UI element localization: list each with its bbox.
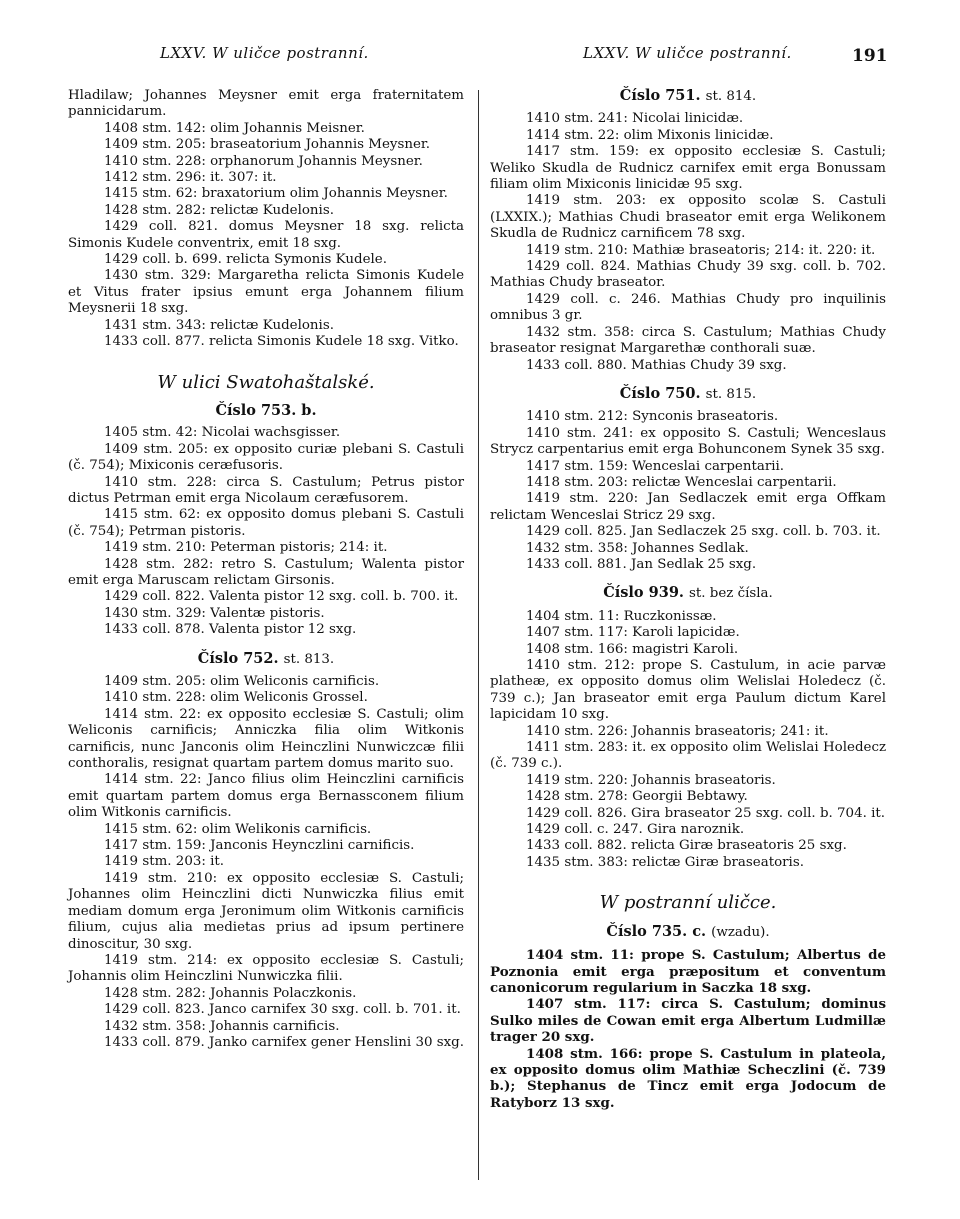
register-entry: 1410 stm. 241: Nicolai linicidæ. bbox=[526, 111, 744, 127]
register-entry: 1414 stm. 22: ex opposito ecclesiæ S. Castuli; olim Weliconis carnificis; Anniczka filia olim Witkonis carnificis, nunc Janconis olim Heinczlini Nunwiczcæ filii conthoralis, resignat quartam partem domus marito suo. bbox=[68, 706, 464, 772]
register-entry: 1412 stm. 296: it. 307: it. bbox=[104, 170, 277, 186]
register-entry: 1410 stm. 226: Johannis braseatoris; 241: it. bbox=[526, 723, 829, 739]
register-entry: 1428 stm. 282: relictæ Kudelonis. bbox=[104, 202, 334, 218]
register-entry: 1429 coll. 822. Valenta pistor 12 sxg. coll. b. 700. it. bbox=[104, 589, 459, 605]
running-header-right: LXXV. W uličce postranní. bbox=[583, 44, 792, 62]
register-entry: 1405 stm. 42: Nicolai wachsgisser. bbox=[104, 425, 341, 441]
column-divider bbox=[478, 90, 479, 1180]
block-title-text: Číslo 750. bbox=[619, 384, 701, 402]
block-753b-entries bbox=[68, 425, 464, 638]
register-entry: 1433 coll. 880. Mathias Chudy 39 sxg. bbox=[526, 357, 787, 373]
register-entry: Hladilaw; Johannes Meysner emit erga fraternitatem pannicidarum. bbox=[68, 88, 464, 120]
register-entry: 1410 stm. 228: olim Weliconis Grossel. bbox=[104, 690, 368, 706]
register-entry: 1419 stm. 220: Jan Sedlaczek emit erga Offkam relictam Wenceslai Stricz 29 sxg. bbox=[490, 491, 886, 523]
register-entry: 1429 coll. c. 246. Mathias Chudy pro inquilinis omnibus 3 gr. bbox=[490, 291, 886, 324]
left-top-entries bbox=[68, 88, 464, 351]
register-entry: 1419 stm. 210: Mathiæ braseatoris; 214: it. 220: it. bbox=[526, 242, 876, 258]
register-entry: 1430 stm. 329: Margaretha relicta Simonis Kudele et Vitus frater ipsius emunt erga Johannem filium Meysnerii 18 sxg. bbox=[68, 268, 464, 317]
register-entry: 1409 stm. 205: olim Weliconis carnificis. bbox=[104, 674, 380, 689]
register-entry: 1415 stm. 62: ex opposito domus plebani S. Castuli (č. 754); Petrman pistoris. bbox=[68, 507, 464, 539]
section-title-swatohastalske: W ulici Swatohaštalské. bbox=[157, 371, 375, 393]
register-entry: 1407 stm. 117: Karoli lapicidæ. bbox=[526, 625, 740, 641]
block-title-751 bbox=[490, 88, 886, 105]
register-entry: 1428 stm. 282: retro S. Castulum; Walenta pistor emit erga Maruscam relictam Girsonis. bbox=[68, 556, 464, 588]
register-entry: 1419 stm. 203: it. bbox=[104, 854, 225, 870]
register-entry: 1432 stm. 358: Johannis carnificis. bbox=[104, 1018, 340, 1034]
register-entry: 1415 stm. 62: braxatorium olim Johannis Meysner. bbox=[104, 186, 448, 202]
page-number: 191 bbox=[852, 46, 888, 66]
block-title-text: Číslo 753. b. bbox=[215, 401, 317, 419]
register-entry: 1432 stm. 358: Johannes Sedlak. bbox=[526, 540, 749, 556]
running-header-left: LXXV. W uličce postranní. bbox=[160, 44, 369, 62]
register-entry: 1408 stm. 166: prope S. Castulum in plateola, ex opposito domus olim Mathiæ Scheczlini (č. 739 b.); Stephanus de Tincz emit erga Jodocum de Ratyborz 13 sxg. bbox=[490, 1045, 886, 1111]
register-entry: 1429 coll. 824. Mathias Chudy 39 sxg. coll. b. 702. Mathias Chudy braseator. bbox=[490, 259, 886, 291]
register-entry: 1432 stm. 358: circa S. Castulum; Mathias Chudy braseator resignat Margarethæ conthorali suæ. bbox=[490, 324, 886, 357]
block-751-entries bbox=[490, 111, 886, 374]
register-entry: 1407 stm. 117: circa S. Castulum; dominus Sulko miles de Cowan emit erga Albertum Ludmillæ trager 20 sxg. bbox=[490, 996, 886, 1046]
register-entry: 1429 coll. b. 699. relicta Symonis Kudele. bbox=[104, 252, 387, 268]
register-entry: 1414 stm. 22: olim Mixonis linicidæ. bbox=[526, 127, 774, 143]
block-subtitle: st. 813. bbox=[283, 651, 335, 667]
register-entry: 1409 stm. 205: braseatorium Johannis Meysner. bbox=[104, 137, 431, 153]
register-entry: 1435 stm. 383: relictæ Giræ braseatoris. bbox=[526, 854, 804, 870]
left-column bbox=[68, 88, 464, 1051]
register-entry: 1429 coll. 823. Janco carnifex 30 sxg. coll. b. 701. it. bbox=[104, 1002, 461, 1018]
block-subtitle: st. 815. bbox=[705, 386, 757, 402]
block-subtitle: st. 814. bbox=[705, 89, 757, 104]
register-entry: 1419 stm. 210: Peterman pistoris; 214: it. bbox=[104, 540, 388, 556]
block-title-753b bbox=[68, 403, 464, 419]
register-entry: 1429 coll. 821. domus Meysner 18 sxg. relicta Simonis Kudele conventrix, emit 18 sxg. bbox=[68, 219, 464, 251]
register-entry: 1408 stm. 166: magistri Karoli. bbox=[526, 641, 739, 657]
block-title-939 bbox=[490, 585, 886, 602]
block-title-text: Číslo 752. bbox=[197, 649, 279, 667]
register-entry: 1410 stm. 228: orphanorum Johannis Meysner. bbox=[104, 153, 423, 169]
register-entry: 1404 stm. 11: Ruczkonissæ. bbox=[526, 608, 717, 624]
register-entry: 1429 coll. 825. Jan Sedlaczek 25 sxg. coll. b. 703. it. bbox=[526, 524, 881, 540]
register-entry: 1419 stm. 214: ex opposito ecclesiæ S. Castuli; Johannis olim Heinczlini Nunwiczka filii. bbox=[68, 952, 464, 985]
register-entry: 1410 stm. 212: Synconis braseatoris. bbox=[526, 409, 779, 425]
register-entry: 1411 stm. 283: it. ex opposito olim Welislai Holedecz (č. 739 c.). bbox=[490, 740, 886, 772]
register-entry: 1433 coll. 878. Valenta pistor 12 sxg. bbox=[104, 622, 357, 638]
block-title-text: Číslo 735. c. bbox=[606, 922, 707, 940]
register-entry: 1419 stm. 203: ex opposito scolæ S. Castuli (LXXIX.); Mathias Chudi braseator emit erga Welikonem Skudla de Rudnicz carnificem 78 sxg. bbox=[490, 193, 886, 242]
register-entry: 1414 stm. 22: Janco filius olim Heinczlini carnificis emit quartam partem domus erga Bernassconem filium olim Witkonis carnificis. bbox=[68, 772, 464, 821]
block-subtitle: (wzadu). bbox=[711, 924, 770, 940]
register-entry: 1410 stm. 212: prope S. Castulum, in acie parvæ plathеæ, ex opposito domus olim Welislai Holedecz (č. 739 c.); Jan braseator emit erga Paulum dictum Karel lapicidam 10 sxg. bbox=[490, 658, 886, 723]
block-title-735c bbox=[490, 924, 886, 941]
register-entry: 1417 stm. 159: Wenceslai carpentarii. bbox=[526, 458, 785, 474]
register-entry: 1433 coll. 879. Janko carnifex gener Henslini 30 sxg. bbox=[104, 1034, 465, 1050]
register-entry: 1410 stm. 228: circa S. Castulum; Petrus pistor dictus Petrman emit erga Nicolaum ceræfusorem. bbox=[68, 474, 464, 506]
block-750-entries bbox=[490, 409, 886, 573]
register-entry: 1415 stm. 62: olim Welikonis carnificis. bbox=[104, 821, 372, 837]
register-entry: 1409 stm. 205: ex opposito curiæ plebani S. Castuli (č. 754); Mixiconis ceræfusoris. bbox=[68, 441, 464, 474]
block-title-750 bbox=[490, 386, 886, 403]
register-entry: 1429 coll. 826. Gira braseator 25 sxg. coll. b. 704. it. bbox=[526, 805, 886, 821]
register-entry: 1433 coll. 881. Jan Sedlak 25 sxg. bbox=[526, 556, 757, 572]
register-entry: 1431 stm. 343: relictæ Kudelonis. bbox=[104, 317, 334, 333]
section-title-postranni-ulicce: W postranní uličce. bbox=[599, 892, 777, 914]
block-title-text: Číslo 939. bbox=[603, 584, 684, 602]
register-entry: 1418 stm. 203: relictæ Wenceslai carpentarii. bbox=[526, 474, 837, 490]
register-entry: 1417 stm. 159: Janconis Heynczlini carnificis. bbox=[104, 838, 415, 854]
register-entry: 1430 stm. 329: Valentæ pistoris. bbox=[104, 605, 325, 621]
block-752-entries bbox=[68, 674, 464, 1051]
block-735c-entries bbox=[490, 947, 886, 1111]
register-entry: 1408 stm. 142: olim Johannis Meisner. bbox=[104, 120, 365, 136]
register-entry: 1428 stm. 282: Johannis Polaczkonis. bbox=[104, 985, 357, 1001]
block-939-entries bbox=[490, 609, 886, 872]
register-entry: 1419 stm. 210: ex opposito ecclesiæ S. Castuli; Johannes olim Heinczlini dicti Nunwiczka filius emit mediam domum erga Jeronimum olim Witkonis carnificis filium, cujus alia medietas prius ad ipsum pertinere dinoscitur, 30 sxg. bbox=[68, 870, 464, 952]
right-column bbox=[490, 88, 886, 1111]
register-entry: 1419 stm. 220: Johannis braseatoris. bbox=[526, 772, 776, 788]
register-entry: 1417 stm. 159: ex opposito ecclesiæ S. Castuli; Weliko Skudla de Rudnicz carnifex emit erga Bonussam filiam olim Mixiconis linicidæ 95 sxg. bbox=[490, 144, 886, 193]
block-subtitle: st. bez čísla. bbox=[689, 586, 773, 602]
register-entry: 1433 coll. 877. relicta Simonis Kudele 18 sxg. Vitko. bbox=[104, 334, 459, 350]
register-entry: 1429 coll. c. 247. Gira naroznik. bbox=[526, 822, 745, 838]
register-entry: 1428 stm. 278: Georgii Bebtawy. bbox=[526, 789, 748, 805]
block-title-text: Číslo 751. bbox=[619, 87, 701, 104]
block-title-752 bbox=[68, 651, 464, 668]
register-entry: 1433 coll. 882. relicta Giræ braseatoris 25 sxg. bbox=[526, 838, 847, 854]
register-entry: 1404 stm. 11: prope S. Castulum; Albertus de Poznonia emit erga præpositum et conventum canonicorum regularium in Saczka 18 sxg. bbox=[490, 947, 886, 996]
register-entry: 1410 stm. 241: ex opposito S. Castuli; Wenceslaus Strycz carpentarius emit erga Bohunconem Synek 35 sxg. bbox=[490, 425, 886, 458]
